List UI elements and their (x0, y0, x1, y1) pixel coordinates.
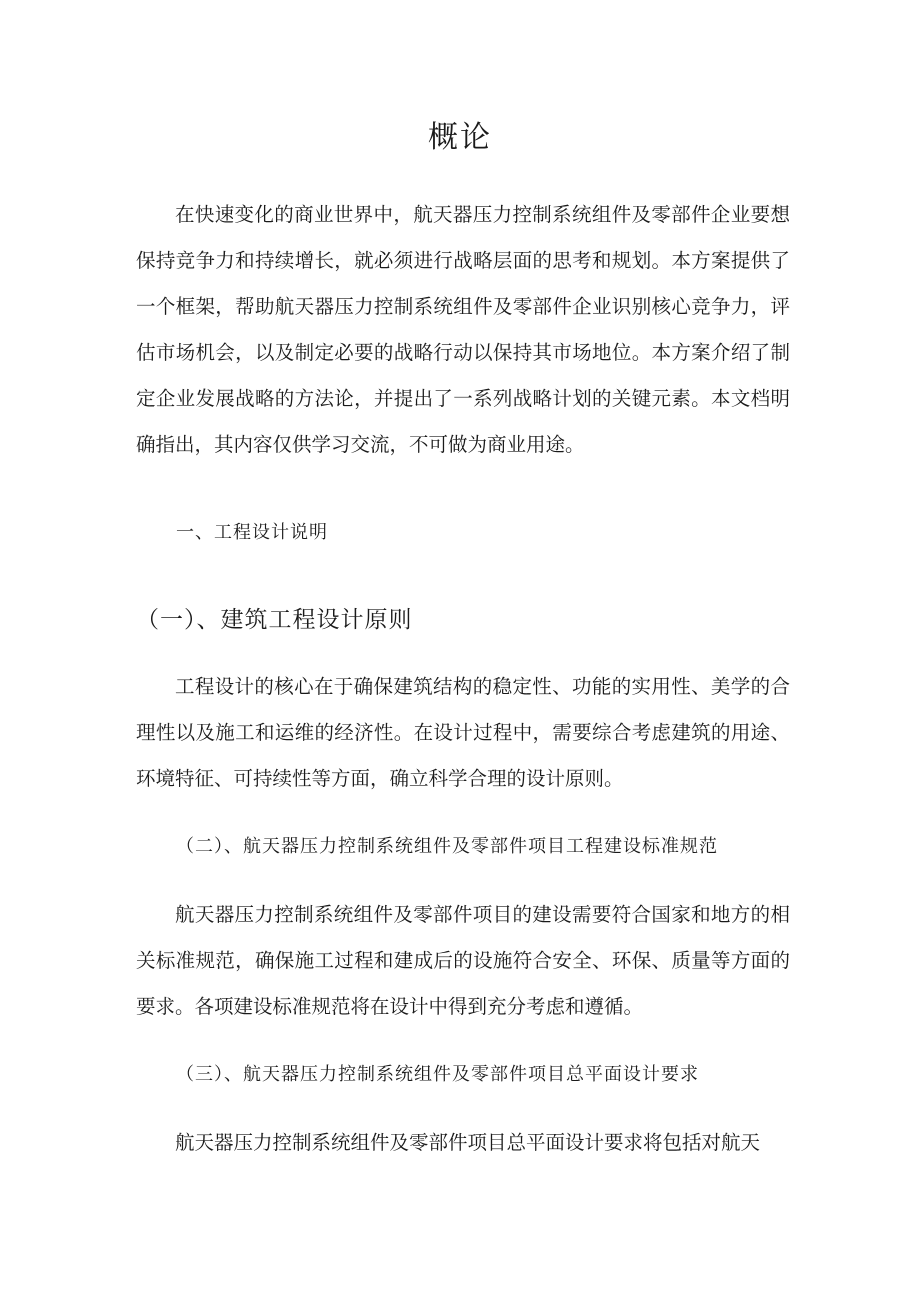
site-plan-paragraph: 航天器压力控制系统组件及零部件项目总平面设计要求将包括对航天 (175, 1131, 761, 1154)
intro-paragraph: 在快速变化的商业世界中，航天器压力控制系统组件及零部件企业要想保持竞争力和持续增长，就必须进行战略层面的思考和规划。本方案提供了一个框架，帮助航天器压力控制系统组件及零部件企业识别核心竞争力，评估市场机会，以及制定必要的战略行动以保持其市场地位。本方案介绍了制定企业发展战略的方法论，并提出了一系列战略计划的关键元素。本文档明确指出，其内容仅供学习交流，不可做为商业用途。 (136, 203, 790, 456)
standards-paragraph: 航天器压力控制系统组件及零部件项目的建设需要符合国家和地方的相关标准规范，确保施工过程和建成后的设施符合安全、环保、质量等方面的要求。各项建设标准规范将在设计中得到充分考虑和遵循。 (136, 903, 790, 1018)
subsection-heading-design-principles: （一）、建筑工程设计原则 (136, 607, 413, 633)
document-title: 概论 (428, 120, 492, 155)
subsection-heading-site-plan: （三）、航天器压力控制系统组件及零部件项目总平面设计要求 (176, 1064, 699, 1085)
design-principles-paragraph: 工程设计的核心在于确保建筑结构的稳定性、功能的实用性、美学的合理性以及施工和运维的经济性。在设计过程中，需要综合考虑建筑的用途、环境特征、可持续性等方面，确立科学合理的设计原则。 (136, 675, 790, 790)
section-heading-engineering-design: 一、工程设计说明 (176, 522, 328, 543)
subsection-heading-standards: （二）、航天器压力控制系统组件及零部件项目工程建设标准规范 (176, 836, 718, 857)
